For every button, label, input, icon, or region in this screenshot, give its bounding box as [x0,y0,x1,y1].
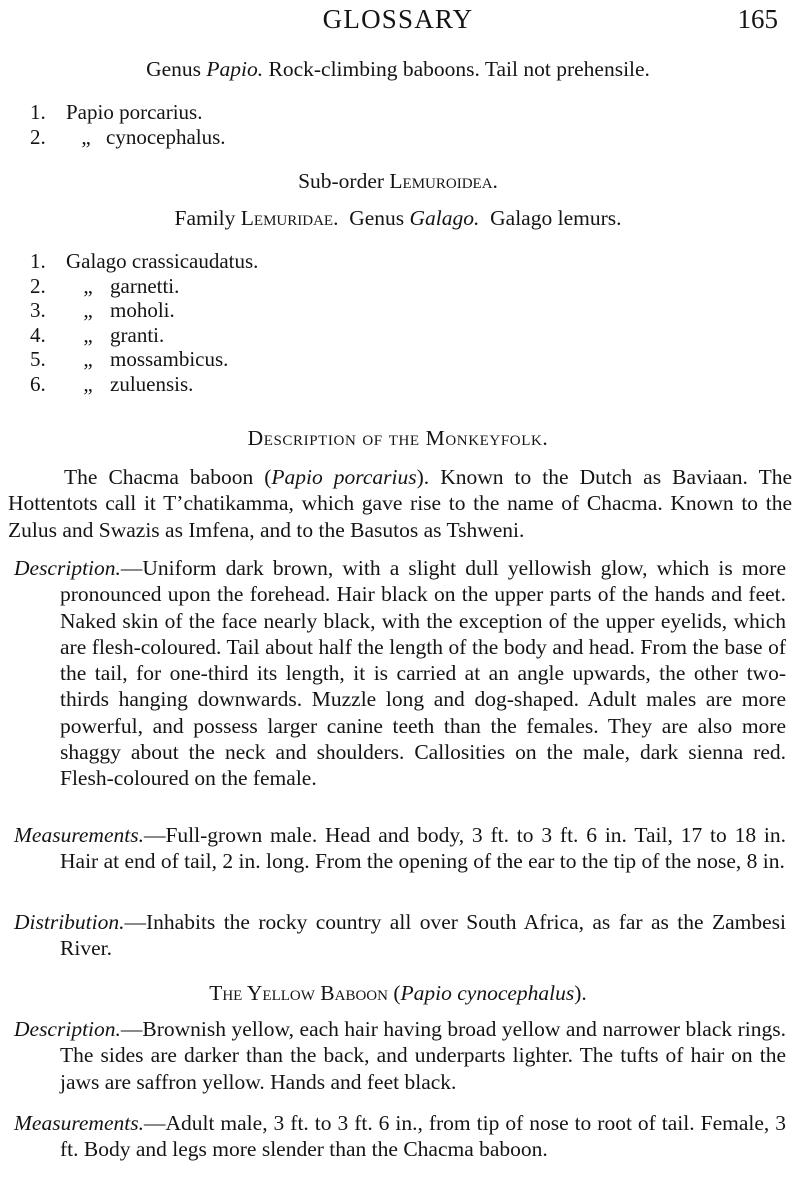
intro-text: ). Known to the Dutch as Baviaan. The Hottentots call it T’chatikamma, which gave rise to the name of Chacma. Known to the Zulus and Swazis as Imfena, and to the Basutos as Tshweni. [8,465,792,542]
yellow-baboon-description [14,1016,786,1095]
list-item [30,322,258,347]
item-name: granti. [110,322,165,347]
item-name: moholi. [110,298,175,322]
item-name: zuluensis. [110,371,194,396]
family-line [0,205,796,231]
running-head: GLOSSARY [322,4,474,34]
family-name: Lemuridae. [240,206,339,230]
ditto-mark: „ [81,124,91,149]
species-name: Papio porcarius [271,465,417,489]
item-number: 5. [30,347,46,371]
item-number: 1. [30,100,46,124]
ditto-mark: „ [83,298,93,322]
suborder-name: Lemuroidea. [389,169,498,193]
heading-text: ). [574,981,587,1005]
item-number: 2. [30,124,46,149]
species-name: Papio cynocephalus [400,981,575,1005]
item-number: 4. [30,322,46,347]
genus-prefix: Genus [349,206,405,230]
description-label: Description. [14,1017,121,1041]
measurements-text: —Adult male, 3 ft. to 3 ft. 6 in., from tip of nose to root of tail. Female, 3 ft. Body and legs more slender than the Chacma baboon. [60,1111,786,1162]
list-item [30,124,226,149]
description-text: —Uniform dark brown, with a slight dull yellowish glow, which is more pronounced upon the forehead. Hair black on the upper parts of the hands and feet. Naked skin of the face nearly black, with the exception of the upper eyelids, which are flesh-coloured. Tail about half the length of the body and head. From the base of the tail, for one-third its length, it is carried at an angle upwards, the other two-thirds hanging downwards. Muzzle long and dog-shaped. Adult males are more powerful, and possess larger canine teeth than the females. They are also more shaggy about the neck and shoulders. Callosities on the male, dark sienna red. Flesh-coloured on the female. [60,556,786,791]
ditto-mark: „ [83,347,93,371]
item-name: garnetti. [110,273,180,298]
description-text: —Brownish yellow, each hair having broad yellow and narrower black rings. The sides are darker than the back, and underparts lighter. The tufts of hair on the jaws are saffron yellow. Hands and feet black. [60,1017,786,1094]
genus-description: Rock-climbing baboons. Tail not prehensile. [268,57,650,81]
item-number: 1. [30,249,46,273]
ditto-mark: „ [83,371,93,396]
page-number: 165 [737,4,778,34]
genus-name: Galago. [409,206,480,230]
genus-papio-line [0,56,796,82]
item-name: Papio porcarius. [66,100,203,124]
description-label: Description. [14,556,121,580]
measurements-text: —Full-grown male. Head and body, 3 ft. to 3 ft. 6 in. Tail, 17 to 18 in. Hair at end of tail, 2 in. long. From the opening of the ear to the tip of the nose, 8 in. [60,823,786,874]
item-name: cynocephalus. [106,124,226,149]
yellow-baboon-measurements [14,1110,786,1163]
galago-species-list [30,248,258,395]
yellow-baboon-heading [0,980,796,1006]
genus-description: Galago lemurs. [490,206,622,230]
measurements-label: Measurements. [14,823,144,847]
page-header [0,4,796,40]
item-name: Galago crassicaudatus. [66,249,259,273]
list-item [30,371,258,396]
chacma-description [14,555,786,792]
suborder-prefix: Sub-order [298,169,385,193]
list-item [30,248,258,273]
item-number: 3. [30,298,46,322]
ditto-mark: „ [83,273,93,298]
item-number: 6. [30,371,46,396]
distribution-text: —Inhabits the rocky country all over South Africa, as far as the Zambesi River. [60,910,786,961]
distribution-label: Distribution. [14,910,125,934]
intro-text: The Chacma baboon ( [64,465,272,489]
measurements-label: Measurements. [14,1111,144,1135]
ditto-mark: „ [83,322,93,347]
chacma-distribution [14,909,786,962]
list-item [30,99,226,124]
item-name: mossambicus. [110,347,229,371]
item-number: 2. [30,273,46,298]
heading-text: The Yellow Baboon ( [209,981,401,1005]
list-item [30,346,258,371]
genus-name: Papio. [206,57,264,81]
section-heading: Description of the Monkeyfolk. [247,426,549,450]
list-item [30,273,258,298]
chacma-intro [8,464,792,543]
papio-species-list [30,99,226,148]
family-prefix: Family [174,206,236,230]
suborder-heading [0,168,796,194]
list-item [30,297,258,322]
chacma-measurements [14,822,786,875]
genus-prefix: Genus [146,57,201,81]
